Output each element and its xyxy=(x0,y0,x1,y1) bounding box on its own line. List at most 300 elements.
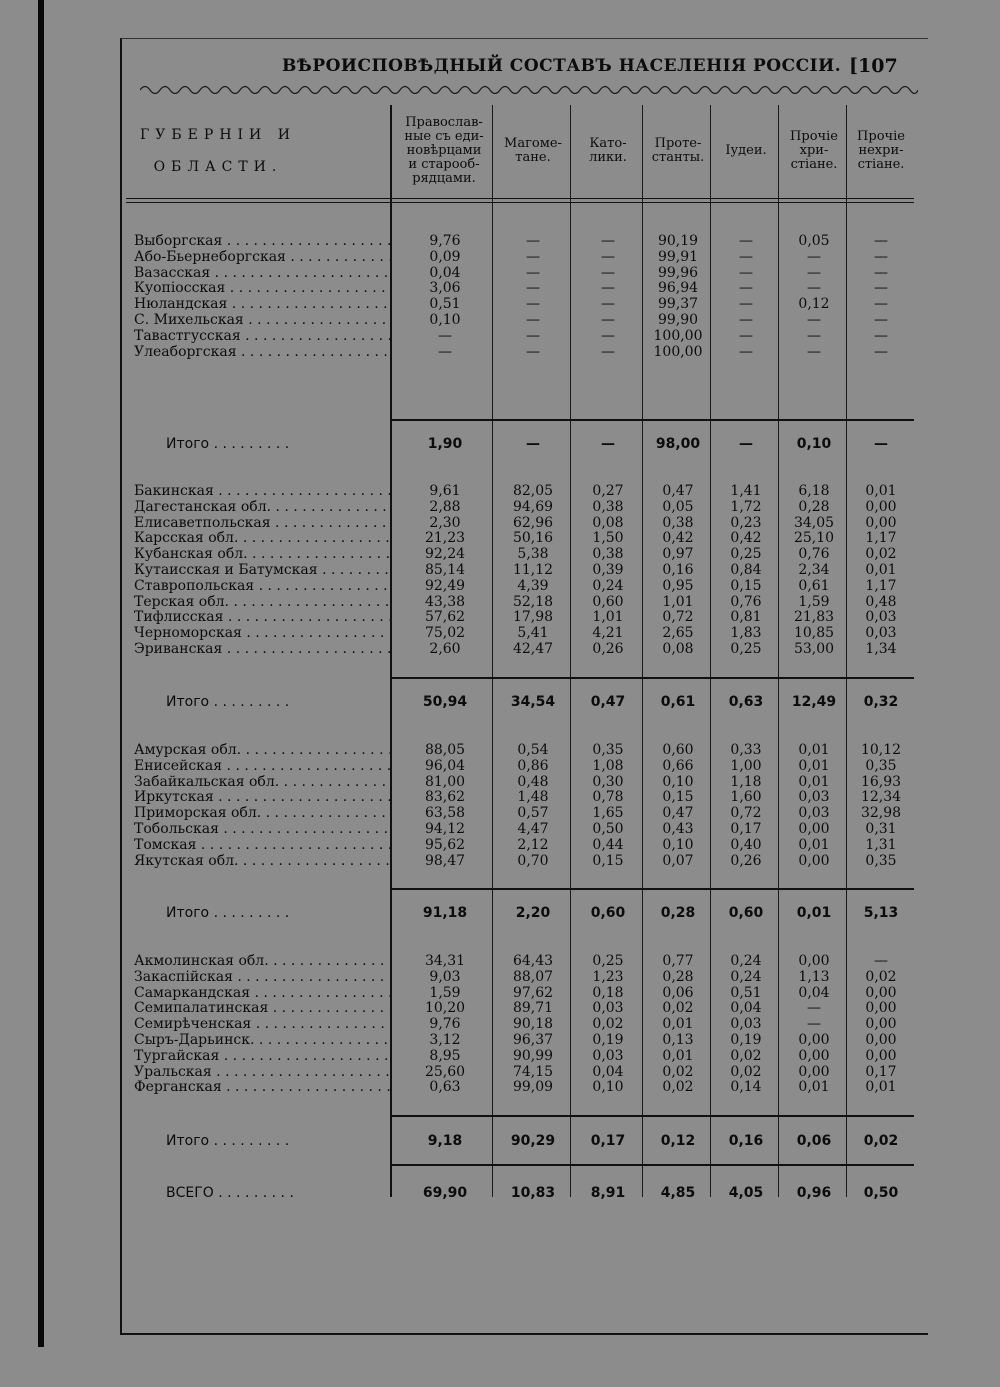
table-cell: 0,35 xyxy=(865,757,897,774)
table-cell: 0,01 xyxy=(865,1079,897,1096)
table-cell: 42,47 xyxy=(512,640,554,657)
table-cell: 2,60 xyxy=(429,640,461,657)
statistics-table xyxy=(126,103,914,1201)
table-cell: 0,25 xyxy=(730,546,762,563)
table-row xyxy=(126,954,914,970)
section-finland xyxy=(126,234,914,360)
region-name: Бакинская . . . xyxy=(134,484,390,500)
table-cell: 0,04 xyxy=(592,1063,624,1080)
table-cell: 0,81 xyxy=(730,609,762,626)
page-number: [107 xyxy=(849,55,898,77)
region-name: Уральская . . . xyxy=(134,1065,390,1081)
region-name: Эриванская . . . xyxy=(134,642,390,658)
table-cell: 0,14 xyxy=(730,1079,762,1096)
total-cell: 9,18 xyxy=(427,1133,463,1149)
total-label: Итого . . . xyxy=(166,1131,289,1151)
table-cell: 90,99 xyxy=(512,1047,554,1064)
table-cell: 94,12 xyxy=(424,820,466,837)
table-cell: 0,60 xyxy=(592,593,624,610)
total-cell: 0,63 xyxy=(728,694,764,710)
region-name: Закаспійская . . . xyxy=(134,970,390,986)
table-cell: — xyxy=(526,343,540,360)
table-cell: 0,03 xyxy=(798,805,830,822)
total-rule xyxy=(390,419,914,421)
table-cell: 92,49 xyxy=(424,577,466,594)
table-cell: — xyxy=(526,327,540,344)
total-cell: 90,29 xyxy=(510,1133,556,1149)
table-cell: 0,25 xyxy=(730,640,762,657)
table-cell: 10,12 xyxy=(860,742,902,758)
table-cell: 0,54 xyxy=(517,742,549,758)
table-cell: 0,02 xyxy=(730,1063,762,1080)
table-row xyxy=(126,313,914,329)
table-cell: — xyxy=(438,343,452,360)
total-label: Итого . . . xyxy=(166,692,289,712)
table-cell: — xyxy=(739,248,753,265)
table-cell: 0,27 xyxy=(592,483,624,499)
table-cell: 0,38 xyxy=(662,514,694,531)
table-cell: 63,58 xyxy=(424,805,466,822)
total-rule xyxy=(390,1115,914,1117)
header-double-rule xyxy=(126,198,914,203)
table-cell: — xyxy=(601,343,615,360)
table-row xyxy=(126,1080,914,1096)
table-row xyxy=(126,775,914,791)
total-cell: 0,17 xyxy=(590,1133,626,1149)
table-cell: 34,31 xyxy=(424,953,466,969)
table-cell: — xyxy=(874,233,888,249)
table-cell: — xyxy=(526,248,540,265)
table-cell: 64,43 xyxy=(512,953,554,969)
column-header-catholics: Като- лики. xyxy=(589,135,627,165)
table-row xyxy=(126,266,914,282)
total-cell: 0,02 xyxy=(863,1133,899,1149)
table-cell: 0,00 xyxy=(798,1047,830,1064)
table-cell: 0,10 xyxy=(662,773,694,790)
table-cell: 0,17 xyxy=(730,820,762,837)
table-cell: — xyxy=(807,264,821,281)
table-cell: 0,04 xyxy=(730,1000,762,1017)
table-cell: 16,93 xyxy=(860,773,902,790)
table-cell: — xyxy=(739,233,753,249)
region-name: Выборгская . . . xyxy=(134,234,390,250)
table-cell: 2,30 xyxy=(429,514,461,531)
table-cell: 1,17 xyxy=(865,577,897,594)
table-cell: 0,66 xyxy=(662,757,694,774)
table-cell: 1,60 xyxy=(730,789,762,806)
table-cell: 57,62 xyxy=(424,609,466,626)
table-cell: 0,03 xyxy=(798,789,830,806)
table-cell: 0,10 xyxy=(662,836,694,853)
table-cell: 0,47 xyxy=(662,805,694,822)
table-cell: — xyxy=(601,280,615,297)
region-name: Елисаветпольская . . . xyxy=(134,516,390,532)
table-row xyxy=(126,838,914,854)
table-cell: 1,41 xyxy=(730,483,762,499)
table-cell: 0,04 xyxy=(429,264,461,281)
total-cell: 0,01 xyxy=(796,905,832,921)
table-cell: 1,23 xyxy=(592,968,624,985)
table-cell: 0,10 xyxy=(429,311,461,328)
table-cell: 0,17 xyxy=(865,1063,897,1080)
region-name: Нюландская . . . xyxy=(134,297,390,313)
table-row xyxy=(126,822,914,838)
table-cell: 0,42 xyxy=(662,530,694,547)
table-row xyxy=(126,281,914,297)
region-name: Ставропольская . . . xyxy=(134,579,390,595)
table-row xyxy=(126,759,914,775)
table-cell: 0,03 xyxy=(592,1000,624,1017)
table-cell: — xyxy=(739,343,753,360)
total-cell: 0,61 xyxy=(660,694,696,710)
total-row-caucasus xyxy=(126,692,914,712)
table-cell: 0,18 xyxy=(592,984,624,1001)
table-cell: 9,03 xyxy=(429,968,461,985)
region-name: Самаркандская . . . xyxy=(134,986,390,1002)
total-rule xyxy=(390,677,914,679)
total-cell: 34,54 xyxy=(510,694,556,710)
region-name: Ферганская . . . xyxy=(134,1080,390,1096)
table-cell: 100,00 xyxy=(653,343,703,360)
total-cell: 69,90 xyxy=(422,1185,468,1201)
table-cell: 0,44 xyxy=(592,836,624,853)
table-cell: — xyxy=(601,296,615,313)
table-cell: 89,71 xyxy=(512,1000,554,1017)
table-cell: 0,01 xyxy=(865,561,897,578)
region-name: Приморская обл. . . . xyxy=(134,806,390,822)
table-cell: 0,02 xyxy=(662,1079,694,1096)
table-row xyxy=(126,345,914,361)
table-row xyxy=(126,790,914,806)
table-cell: 88,07 xyxy=(512,968,554,985)
table-row xyxy=(126,234,914,250)
table-cell: 62,96 xyxy=(512,514,554,531)
table-cell: 0,00 xyxy=(865,514,897,531)
table-cell: 10,20 xyxy=(424,1000,466,1017)
table-cell: 0,51 xyxy=(730,984,762,1001)
table-cell: 50,16 xyxy=(512,530,554,547)
table-row xyxy=(126,1065,914,1081)
table-cell: 0,09 xyxy=(429,248,461,265)
table-cell: — xyxy=(739,280,753,297)
total-cell: 0,60 xyxy=(590,905,626,921)
table-row xyxy=(126,595,914,611)
table-row xyxy=(126,500,914,516)
total-cell: 0,10 xyxy=(796,436,832,452)
table-cell: 1,65 xyxy=(592,805,624,822)
total-cell: 98,00 xyxy=(655,436,701,452)
region-name: С. Михельская . . . xyxy=(134,313,390,329)
table-cell: 25,10 xyxy=(793,530,835,547)
table-row xyxy=(126,743,914,759)
table-cell: 0,26 xyxy=(730,852,762,869)
table-cell: 97,62 xyxy=(512,984,554,1001)
table-cell: 96,94 xyxy=(657,280,699,297)
table-cell: 0,43 xyxy=(662,820,694,837)
region-name: Енисейская . . . xyxy=(134,759,390,775)
table-cell: 0,35 xyxy=(592,742,624,758)
table-cell: 0,76 xyxy=(798,546,830,563)
table-cell: 0,24 xyxy=(592,577,624,594)
total-cell: — xyxy=(526,436,540,452)
table-cell: — xyxy=(739,327,753,344)
table-cell: 0,04 xyxy=(798,984,830,1001)
total-cell: 8,91 xyxy=(590,1185,626,1201)
region-name: Куопіосская . . . xyxy=(134,281,390,297)
table-cell: — xyxy=(807,1000,821,1017)
region-name: Карсская обл. . . . xyxy=(134,531,390,547)
column-header-region: ГУБЕРНІИ И ОБЛАСТИ. xyxy=(140,126,296,175)
table-cell: 0,84 xyxy=(730,561,762,578)
table-cell: 0,26 xyxy=(592,640,624,657)
table-cell: 98,47 xyxy=(424,852,466,869)
region-name: Томская . . . xyxy=(134,838,390,854)
table-cell: 2,65 xyxy=(662,625,694,642)
table-cell: 92,24 xyxy=(424,546,466,563)
table-cell: 0,01 xyxy=(865,483,897,499)
table-cell: — xyxy=(601,327,615,344)
book-spine-edge xyxy=(38,0,44,1347)
table-cell: 1,17 xyxy=(865,530,897,547)
page-title: ВѢРОИСПОВѢДНЫЙ СОСТАВЪ НАСЕЛЕНІЯ РОССІИ. xyxy=(282,56,842,76)
table-cell: 0,50 xyxy=(592,820,624,837)
table-cell: 0,23 xyxy=(730,514,762,531)
table-cell: — xyxy=(526,280,540,297)
total-cell: — xyxy=(601,436,615,452)
table-cell: 74,15 xyxy=(512,1063,554,1080)
table-cell: 21,83 xyxy=(793,609,835,626)
table-cell: 0,00 xyxy=(798,820,830,837)
table-row xyxy=(126,806,914,822)
table-cell: 0,00 xyxy=(865,1031,897,1048)
table-cell: 0,01 xyxy=(798,1079,830,1096)
table-cell: 0,01 xyxy=(798,757,830,774)
region-name: Амурская обл. . . . xyxy=(134,743,390,759)
column-header-other-christians: Прочіе хри- стіане. xyxy=(790,128,838,172)
table-cell: 0,19 xyxy=(592,1031,624,1048)
table-cell: 99,09 xyxy=(512,1079,554,1096)
table-cell: 0,02 xyxy=(592,1016,624,1033)
table-cell: — xyxy=(739,296,753,313)
table-cell: 0,72 xyxy=(730,805,762,822)
table-cell: — xyxy=(601,264,615,281)
table-cell: 12,34 xyxy=(860,789,902,806)
table-cell: 1,59 xyxy=(429,984,461,1001)
table-cell: 1,00 xyxy=(730,757,762,774)
table-cell: 2,34 xyxy=(798,561,830,578)
table-cell: — xyxy=(874,311,888,328)
table-cell: 85,14 xyxy=(424,561,466,578)
table-cell: 81,00 xyxy=(424,773,466,790)
section-caucasus xyxy=(126,484,914,658)
table-cell: 0,25 xyxy=(592,953,624,969)
table-cell: 0,00 xyxy=(865,498,897,515)
table-cell: 1,72 xyxy=(730,498,762,515)
table-cell: 5,38 xyxy=(517,546,549,563)
table-row xyxy=(126,484,914,500)
table-row xyxy=(126,579,914,595)
table-row xyxy=(126,610,914,626)
table-cell: 0,33 xyxy=(730,742,762,758)
total-cell: 0,32 xyxy=(863,694,899,710)
region-name: Тургайская . . . xyxy=(134,1049,390,1065)
table-cell: 1,13 xyxy=(798,968,830,985)
region-name: Сыръ-Дарьинск. . . . xyxy=(134,1033,390,1049)
table-cell: — xyxy=(601,248,615,265)
table-cell: 0,86 xyxy=(517,757,549,774)
table-cell: 0,02 xyxy=(730,1047,762,1064)
table-cell: 0,02 xyxy=(865,968,897,985)
table-cell: 5,41 xyxy=(517,625,549,642)
column-header-other-non-christians: Прочіе нехри- стіане. xyxy=(857,128,905,172)
region-name: Тифлисская . . . xyxy=(134,610,390,626)
table-cell: — xyxy=(601,311,615,328)
table-cell: — xyxy=(438,327,452,344)
table-cell: 0,42 xyxy=(730,530,762,547)
table-cell: — xyxy=(601,233,615,249)
table-cell: 9,76 xyxy=(429,1016,461,1033)
table-cell: 1,18 xyxy=(730,773,762,790)
table-cell: 0,38 xyxy=(592,498,624,515)
table-cell: 34,05 xyxy=(793,514,835,531)
table-cell: 0,40 xyxy=(730,836,762,853)
table-cell: 99,90 xyxy=(657,311,699,328)
region-name: Семипалатинская . . . xyxy=(134,1001,390,1017)
table-cell: 25,60 xyxy=(424,1063,466,1080)
total-cell: 2,20 xyxy=(515,905,551,921)
table-cell: 0,00 xyxy=(798,1063,830,1080)
table-cell: 88,05 xyxy=(424,742,466,758)
total-cell: 1,90 xyxy=(427,436,463,452)
total-cell: 4,05 xyxy=(728,1185,764,1201)
table-cell: 0,00 xyxy=(865,1000,897,1017)
table-cell: 0,47 xyxy=(662,483,694,499)
table-cell: — xyxy=(807,327,821,344)
table-cell: 0,03 xyxy=(865,609,897,626)
table-cell: 0,63 xyxy=(429,1079,461,1096)
table-cell: 0,39 xyxy=(592,561,624,578)
table-row xyxy=(126,547,914,563)
table-cell: 43,38 xyxy=(424,593,466,610)
total-label: Итого . . . xyxy=(166,434,289,454)
total-row-central-asia xyxy=(126,1131,914,1151)
table-cell: 0,70 xyxy=(517,852,549,869)
table-cell: — xyxy=(874,953,888,969)
table-cell: 1,50 xyxy=(592,530,624,547)
table-cell: 0,78 xyxy=(592,789,624,806)
table-cell: 0,24 xyxy=(730,968,762,985)
table-cell: 0,12 xyxy=(798,296,830,313)
table-cell: 0,57 xyxy=(517,805,549,822)
table-cell: 0,28 xyxy=(798,498,830,515)
table-cell: 0,01 xyxy=(798,742,830,758)
table-cell: 0,00 xyxy=(865,984,897,1001)
table-cell: — xyxy=(739,311,753,328)
table-cell: 4,39 xyxy=(517,577,549,594)
table-cell: 0,19 xyxy=(730,1031,762,1048)
table-cell: 3,12 xyxy=(429,1031,461,1048)
table-cell: 0,95 xyxy=(662,577,694,594)
region-name: Кутаисская и Батумская . . . xyxy=(134,563,390,579)
table-row xyxy=(126,563,914,579)
region-name: Акмолинская обл. . . . xyxy=(134,954,390,970)
page xyxy=(120,38,928,1335)
table-cell: 82,05 xyxy=(512,483,554,499)
table-cell: 4,47 xyxy=(517,820,549,837)
table-cell: 0,06 xyxy=(662,984,694,1001)
table-cell: 0,48 xyxy=(517,773,549,790)
table-row xyxy=(126,516,914,532)
table-cell: 99,96 xyxy=(657,264,699,281)
table-cell: 0,24 xyxy=(730,953,762,969)
table-row xyxy=(126,970,914,986)
table-cell: 0,61 xyxy=(798,577,830,594)
table-cell: — xyxy=(526,264,540,281)
table-cell: 0,10 xyxy=(592,1079,624,1096)
table-cell: 0,72 xyxy=(662,609,694,626)
table-cell: 0,60 xyxy=(662,742,694,758)
table-cell: 1,83 xyxy=(730,625,762,642)
table-cell: 75,02 xyxy=(424,625,466,642)
table-cell: 2,88 xyxy=(429,498,461,515)
table-row xyxy=(126,986,914,1002)
table-cell: — xyxy=(874,264,888,281)
table-cell: 0,02 xyxy=(865,546,897,563)
table-cell: 83,62 xyxy=(424,789,466,806)
decorative-wavy-rule xyxy=(140,82,918,94)
table-cell: — xyxy=(526,296,540,313)
total-cell: 10,83 xyxy=(510,1185,556,1201)
total-cell: 91,18 xyxy=(422,905,468,921)
table-cell: 0,28 xyxy=(662,968,694,985)
region-name: Вазасская . . . xyxy=(134,266,390,282)
column-header-orthodox: Православ- ные съ еди- новѣрцами и старооб- рядцами. xyxy=(404,114,484,186)
total-cell: 0,47 xyxy=(590,694,626,710)
region-name: Забайкальская обл. . . . xyxy=(134,775,390,791)
table-cell: 9,76 xyxy=(429,233,461,249)
table-cell: 52,18 xyxy=(512,593,554,610)
table-cell: 9,61 xyxy=(429,483,461,499)
table-cell: 0,13 xyxy=(662,1031,694,1048)
table-cell: 8,95 xyxy=(429,1047,461,1064)
table-cell: 10,85 xyxy=(793,625,835,642)
table-cell: 0,08 xyxy=(592,514,624,531)
total-cell: 0,28 xyxy=(660,905,696,921)
table-cell: 0,15 xyxy=(730,577,762,594)
table-cell: 0,08 xyxy=(662,640,694,657)
region-name: Або-Бьернеборгская . . . xyxy=(134,250,390,266)
table-cell: 11,12 xyxy=(512,561,554,578)
table-cell: — xyxy=(807,1016,821,1033)
page-number-value: 107 xyxy=(858,55,898,77)
total-cell: 12,49 xyxy=(791,694,837,710)
table-cell: 3,06 xyxy=(429,280,461,297)
table-cell: 0,00 xyxy=(798,1031,830,1048)
table-cell: 95,62 xyxy=(424,836,466,853)
table-cell: 1,48 xyxy=(517,789,549,806)
table-cell: 53,00 xyxy=(793,640,835,657)
total-cell: 0,60 xyxy=(728,905,764,921)
table-cell: 0,00 xyxy=(865,1047,897,1064)
table-cell: 0,03 xyxy=(730,1016,762,1033)
table-cell: 0,35 xyxy=(865,852,897,869)
table-cell: — xyxy=(874,296,888,313)
table-cell: 21,23 xyxy=(424,530,466,547)
table-row xyxy=(126,642,914,658)
region-name: Якутская обл. . . . xyxy=(134,854,390,870)
table-cell: 0,51 xyxy=(429,296,461,313)
table-cell: 90,18 xyxy=(512,1016,554,1033)
